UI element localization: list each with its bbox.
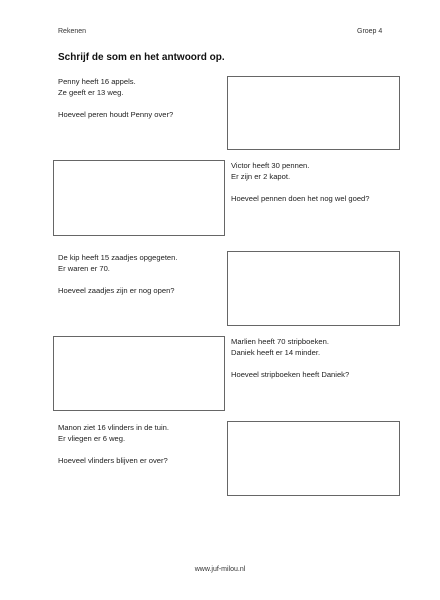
answer-box-3[interactable]	[227, 251, 400, 326]
group-label: Groep 4	[357, 28, 383, 35]
word-problem-2	[231, 160, 370, 204]
problem-1-line-2: Ze geeft er 13 weg.	[58, 88, 124, 97]
problem-4-line-1: Marlien heeft 70 stripboeken.	[231, 337, 329, 346]
problem-1-line-1: Penny heeft 16 appels.	[58, 77, 136, 86]
problem-5-line-1: Manon ziet 16 vlinders in de tuin.	[58, 423, 170, 432]
word-problem-3	[58, 252, 177, 296]
problem-5-question: Hoeveel vlinders blijven er over?	[58, 456, 168, 465]
subject-label: Rekenen	[58, 28, 87, 35]
problem-3-line-2: Er waren er 70.	[58, 264, 110, 273]
problem-2-line-2: Er zijn er 2 kapot.	[231, 172, 291, 181]
answer-box-5[interactable]	[227, 421, 400, 496]
problem-1-question: Hoeveel peren houdt Penny over?	[58, 110, 174, 119]
problem-4-line-2: Daniek heeft er 14 minder.	[231, 348, 321, 357]
problem-3-question: Hoeveel zaadjes zijn er nog open?	[58, 286, 175, 295]
answer-box-4[interactable]	[53, 336, 225, 411]
footer-website: www.juf-milou.nl	[194, 566, 246, 573]
answer-box-1[interactable]	[227, 76, 400, 150]
problem-4-question: Hoeveel stripboeken heeft Daniek?	[231, 370, 350, 379]
answer-box-2[interactable]	[53, 160, 225, 236]
problem-2-line-1: Victor heeft 30 pennen.	[231, 161, 310, 170]
problem-2-question: Hoeveel pennen doen het nog wel goed?	[231, 194, 370, 203]
word-problem-5	[58, 422, 169, 466]
page-title: Schrijf de som en het antwoord op.	[58, 52, 225, 63]
word-problem-4	[231, 336, 349, 380]
problem-3-line-1: De kip heeft 15 zaadjes opgegeten.	[58, 253, 178, 262]
problem-5-line-2: Er vliegen er 6 weg.	[58, 434, 126, 443]
word-problem-1	[58, 76, 173, 120]
